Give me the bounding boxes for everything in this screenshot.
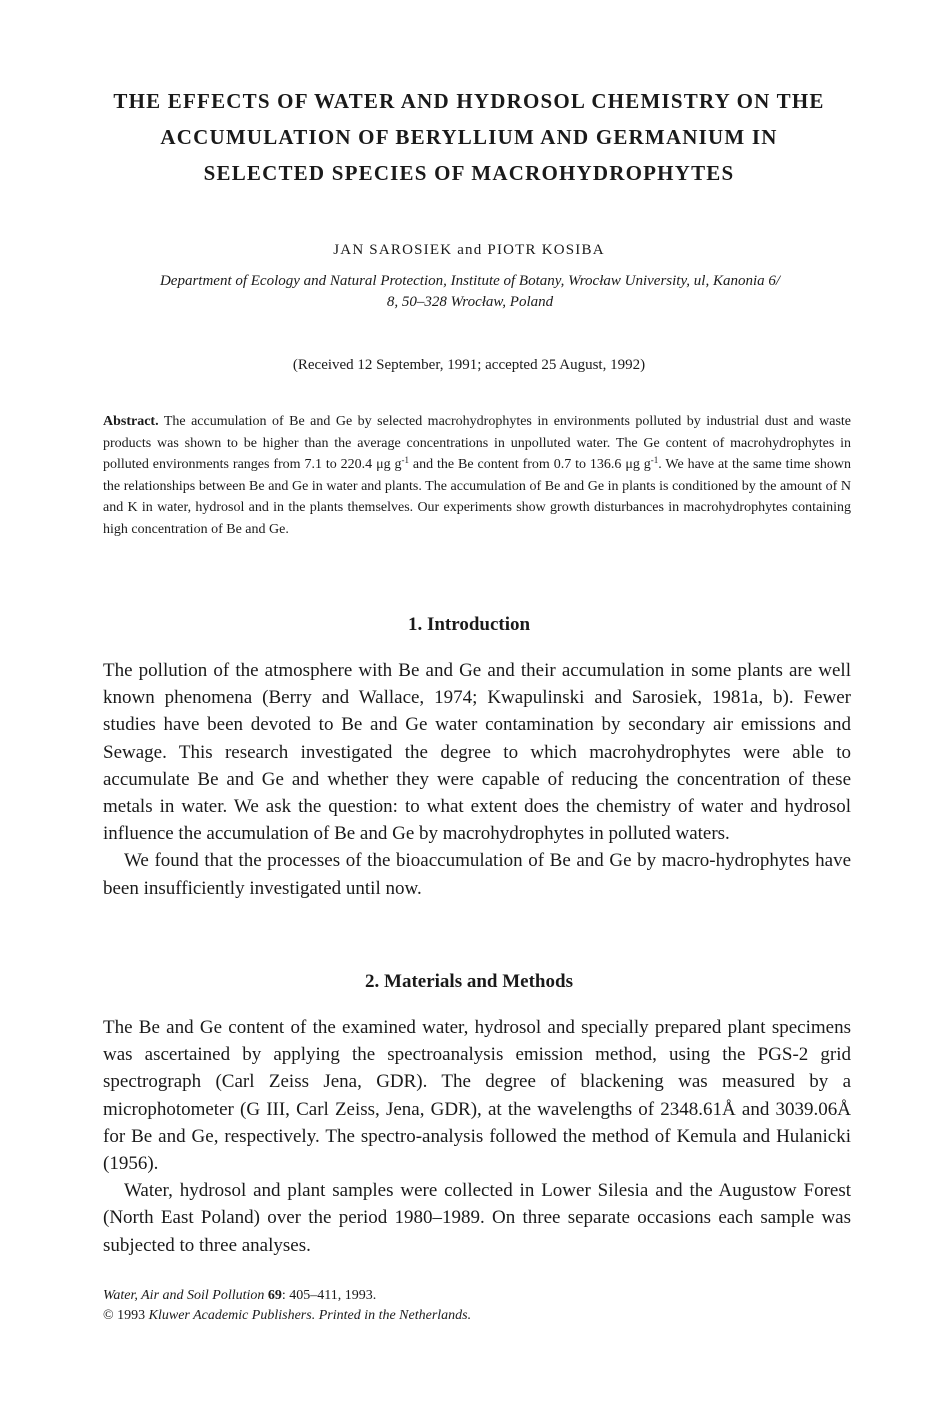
methods-text-and: and [735, 1098, 776, 1120]
section-heading-introduction: 1. Introduction [407, 614, 531, 635]
abstract-sup-1: -1 [401, 455, 409, 466]
wavelength-be: 2348.61Å [660, 1098, 736, 1120]
copyright-line [103, 1306, 471, 1326]
paper-title [60, 83, 878, 191]
methods-paragraph-2: Water, hydrosol and plant samples were collected in Lower Silesia and the Augustow Forest (North East Poland) over the period 1980–1989. On three separate occasions each sample was subjected to three analyses. [103, 1180, 851, 1256]
authors: JAN SAROSIEK and PIOTR KOSIBA [333, 242, 605, 258]
affiliation-line-1: Department of Ecology and Natural Protection, Institute of Botany, Wrocław University, ul, Kanonia 6/ [159, 273, 781, 289]
copyright-year: © 1993 [103, 1308, 149, 1323]
affiliation-line-2: 8, 50–328 Wrocław, Poland [386, 294, 554, 310]
abstract-label: Abstract. [103, 414, 159, 429]
journal-name: Water, Air and Soil Pollution [103, 1288, 265, 1303]
journal-pages: : 405–411, 1993. [281, 1288, 377, 1303]
introduction-body [103, 657, 851, 902]
publisher: Kluwer Academic Publishers. Printed in the Netherlands. [148, 1308, 472, 1323]
wavelength-ge: 3039.06Å [775, 1098, 852, 1120]
methods-body [103, 1014, 851, 1259]
introduction-paragraph-1: The pollution of the atmosphere with Be and Ge and their accumulation in some plants are well known phenomena (Berry and Wallace, 1974; Kwapulinski and Sarosiek, 1981a, b). Fewer studies have been devoted to Be and Ge water contamination by secondary air emissions and Sewage. This research investigated the degree to which macrohydrophytes were able to accumulate Be and Ge and whether they were capable of reducing the concentration of these metals in water. We ask the question: to what extent does the chemistry of water and hydrosol influence the accumulation of Be and Ge by macrohydrophytes in polluted waters. [103, 660, 851, 845]
methods-text-2: for Be and Ge, respectively. The spectro-analysis followed the method of Kemula and Hulanicki (1956). [103, 1125, 851, 1175]
methods-text-1: The Be and Ge content of the examined water, hydrosol and specially prepared plant specimens was ascertained by applying the spectroanalysis emission method, using the PGS-2 grid spectrograph (Carl Zeiss Jena, GDR). The degree of blackening was measured by a microphotometer (G III, Carl Zeiss, Jena, GDR), at the wavelengths of [103, 1017, 851, 1120]
methods-paragraph-1 [103, 1014, 851, 1177]
title-line-1: THE EFFECTS OF WATER AND HYDROSOL CHEMISTRY ON THE [113, 89, 825, 113]
introduction-paragraph-2: We found that the processes of the bioaccumulation of Be and Ge by macro-hydrophytes have been insufficiently investigated until now. [103, 850, 851, 899]
title-line-2: ACCUMULATION OF BERYLLIUM AND GERMANIUM IN [160, 125, 778, 149]
received-dates: (Received 12 September, 1991; accepted 25 August, 1992) [292, 357, 646, 373]
title-line-3: SELECTED SPECIES OF MACROHYDROPHYTES [203, 161, 735, 185]
affiliation [100, 271, 840, 313]
abstract-sup-2: -1 [650, 455, 659, 466]
abstract-text-1: The accumulation of Be and Ge by selected macrohydrophytes in environments polluted by industrial dust and waste products was shown to be higher than the average concentrations in unpolluted water. The Ge content of macrohydrophytes in polluted environments ranges from 7.1 to 220.4 μg g [103, 414, 851, 473]
footer-citation [103, 1286, 471, 1326]
journal-citation [103, 1286, 471, 1306]
abstract [103, 411, 851, 541]
journal-volume: 69 [264, 1288, 282, 1303]
abstract-text-2: and the Be content from 0.7 to 136.6 μg g [409, 457, 651, 473]
abstract-text-3: . We have at the same time shown the relationships between Be and Ge in water and plants. The accumulation of Be and Ge in plants is conditioned by the amount of N and K in water, hydrosol and in the plants themselves. Our experiments show growth disturbances in macrohydrophytes containing high concentration of Be and Ge. [103, 457, 851, 537]
section-heading-methods: 2. Materials and Methods [365, 971, 573, 992]
